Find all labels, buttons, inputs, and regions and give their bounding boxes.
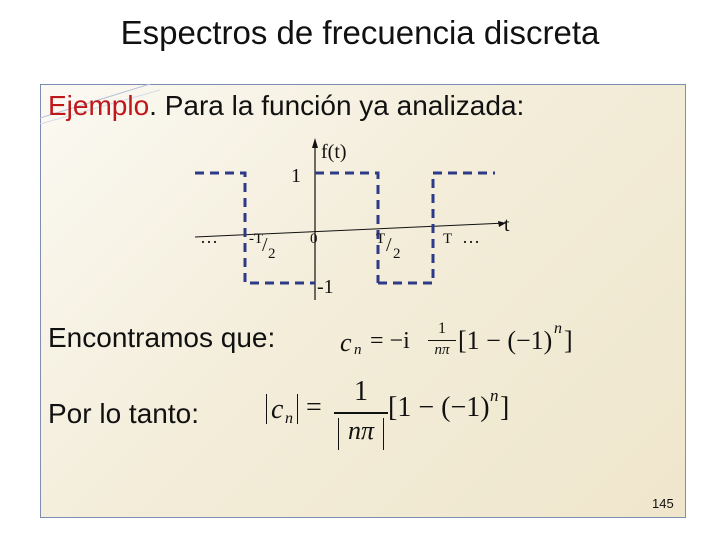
f-axis-label: f(t) bbox=[321, 141, 347, 163]
f-axis-arrowhead bbox=[312, 138, 318, 148]
found-label: Encontramos que: bbox=[48, 322, 276, 353]
square-wave bbox=[195, 173, 495, 283]
tick-neg-half-sep: / bbox=[262, 234, 268, 256]
level-high-label: 1 bbox=[291, 165, 301, 187]
tick-neg-half-den: 2 bbox=[268, 246, 276, 262]
tick-pos-half-sep: / bbox=[386, 234, 392, 256]
coefficient-formula bbox=[340, 318, 600, 364]
tick-zero: 0 bbox=[310, 231, 318, 247]
formula2-frac-den: nπ bbox=[347, 416, 375, 445]
formula2-frac-bar bbox=[334, 412, 388, 414]
tick-neg-half-num: -T bbox=[249, 231, 264, 247]
formula1-bracket: [1 − (−1) bbox=[458, 326, 553, 355]
tick-pos-half-num: T bbox=[376, 231, 386, 247]
page-number: 145 bbox=[652, 496, 674, 511]
t-axis-label: t bbox=[504, 214, 510, 236]
formula1-exp: n bbox=[554, 320, 562, 337]
formula1-frac-den: nπ bbox=[434, 342, 450, 358]
formula1-frac-num: 1 bbox=[438, 320, 446, 337]
formula2-close: ] bbox=[500, 392, 510, 423]
dots-left: … bbox=[200, 227, 218, 247]
formula2-frac-num: 1 bbox=[354, 376, 368, 407]
formula1-close: ] bbox=[564, 326, 573, 355]
therefore-label: Por lo tanto: bbox=[48, 398, 199, 429]
formula1-frac-bar bbox=[428, 340, 456, 341]
t-axis bbox=[195, 223, 506, 237]
tick-T: T bbox=[443, 231, 453, 247]
formula2-abs-left bbox=[266, 394, 267, 424]
formula2-bracket: [1 − (−1) bbox=[388, 392, 490, 423]
formula2-eq: = bbox=[306, 392, 322, 423]
slide-title: Espectros de frecuencia discreta bbox=[120, 14, 600, 51]
formula1-eq: = −i bbox=[370, 328, 410, 354]
dots-right: … bbox=[462, 227, 480, 247]
example-keyword: Ejemplo bbox=[48, 90, 150, 121]
formula2-abs-den-right bbox=[383, 418, 384, 450]
formula1-lhs: c bbox=[340, 328, 352, 357]
tick-pos-half-den: 2 bbox=[393, 246, 401, 262]
example-intro-text: . Para la función ya analizada: bbox=[149, 90, 525, 121]
formula2-abs-right bbox=[297, 394, 298, 424]
formula2-exp: n bbox=[490, 386, 499, 405]
level-low-label: -1 bbox=[317, 276, 334, 298]
formula2-lhs: c bbox=[271, 394, 284, 425]
magnitude-formula bbox=[264, 376, 524, 458]
formula2-abs-den-left bbox=[338, 418, 339, 450]
formula1-lhs-sub: n bbox=[354, 342, 362, 358]
formula2-lhs-sub: n bbox=[285, 410, 293, 427]
